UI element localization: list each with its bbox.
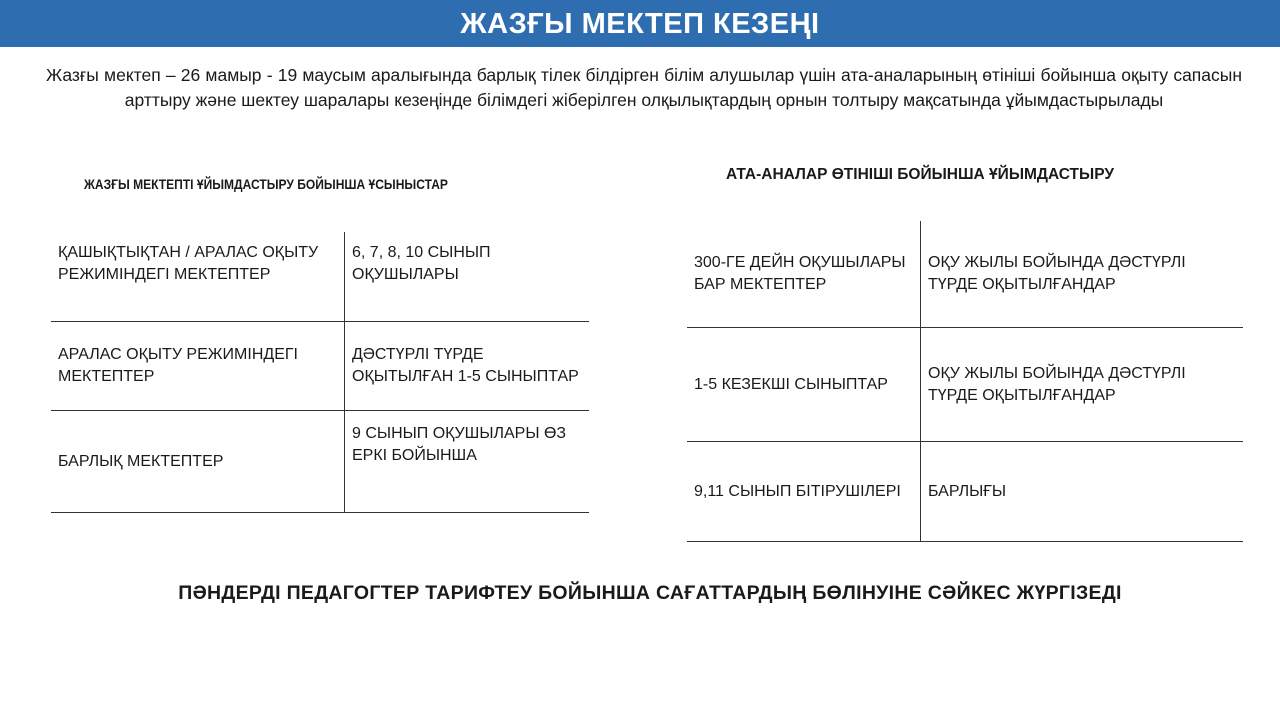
students-cell: ДӘСТҮРЛІ ТҮРДЕ ОҚЫТЫЛҒАН 1-5 СЫНЫПТАР: [352, 346, 579, 385]
parent-requests-table: [687, 221, 1243, 542]
slide-title: ЖАЗҒЫ МЕКТЕП КЕЗЕҢІ: [0, 0, 1280, 47]
category-cell: 9,11 СЫНЫП БІТІРУШІЛЕРІ: [687, 442, 921, 542]
school-type-cell: БАРЛЫҚ МЕКТЕПТЕР: [51, 411, 345, 513]
students-cell: 9 СЫНЫП ОҚУШЫЛАРЫ ӨЗ ЕРКІ БОЙЫНША: [352, 425, 567, 464]
table-row: [687, 221, 1243, 328]
recommendations-table: [51, 232, 589, 513]
school-type-cell: АРАЛАС ОҚЫТУ РЕЖИМІНДЕГІ МЕКТЕПТЕР: [51, 322, 345, 411]
students-cell: [345, 232, 590, 322]
category-cell: 300-ГЕ ДЕЙН ОҚУШЫЛАРЫ БАР МЕКТЕПТЕР: [687, 221, 921, 328]
table-row: [51, 322, 589, 411]
table-row: [51, 232, 589, 322]
school-type-text: ҚАШЫҚТЫҚТАН / АРАЛАС ОҚЫТУ РЕЖИМІНДЕГІ МЕКТЕПТЕР: [58, 244, 319, 283]
table-row: [687, 442, 1243, 542]
who-cell: БАРЛЫҒЫ: [928, 482, 1007, 500]
intro-paragraph: Жазғы мектеп – 26 мамыр - 19 маусым аралығында барлық тілек білдірген білім алушылар үшін ата-аналарының өтініші бойынша оқыту сапасын арттыру және шектеу шаралары кезеңінде білімдегі жіберілген олқылықтардың орнын толтыру мақсатында ұйымдастырылады: [46, 65, 1242, 110]
left-section-heading: ЖАЗҒЫ МЕКТЕПТІ ҰЙЫМДАСТЫРУ БОЙЫНША ҰСЫНЫСТАР: [84, 176, 448, 192]
table-row: [51, 411, 589, 513]
who-cell: ОҚУ ЖЫЛЫ БОЙЫНДА ДӘСТҮРЛІ ТҮРДЕ ОҚЫТЫЛҒАНДАР: [928, 254, 1186, 293]
table-row: [687, 328, 1243, 442]
category-cell: 1-5 КЕЗЕКШІ СЫНЫПТАР: [687, 328, 921, 442]
who-cell: ОҚУ ЖЫЛЫ БОЙЫНДА ДӘСТҮРЛІ ТҮРДЕ ОҚЫТЫЛҒАНДАР: [928, 364, 1186, 404]
school-type-cell: [51, 232, 345, 322]
right-section-heading: АТА-АНАЛАР ӨТІНІШІ БОЙЫНША ҰЙЫМДАСТЫРУ: [726, 166, 1114, 183]
footer-note: ПӘНДЕРДІ ПЕДАГОГТЕР ТАРИФТЕУ БОЙЫНША САҒАТТАРДЫҢ БӨЛІНУІНЕ СӘЙКЕС ЖҮРГІЗЕДІ: [178, 582, 1122, 604]
students-text: 6, 7, 8, 10 СЫНЫП ОҚУШЫЛАРЫ: [352, 244, 491, 283]
